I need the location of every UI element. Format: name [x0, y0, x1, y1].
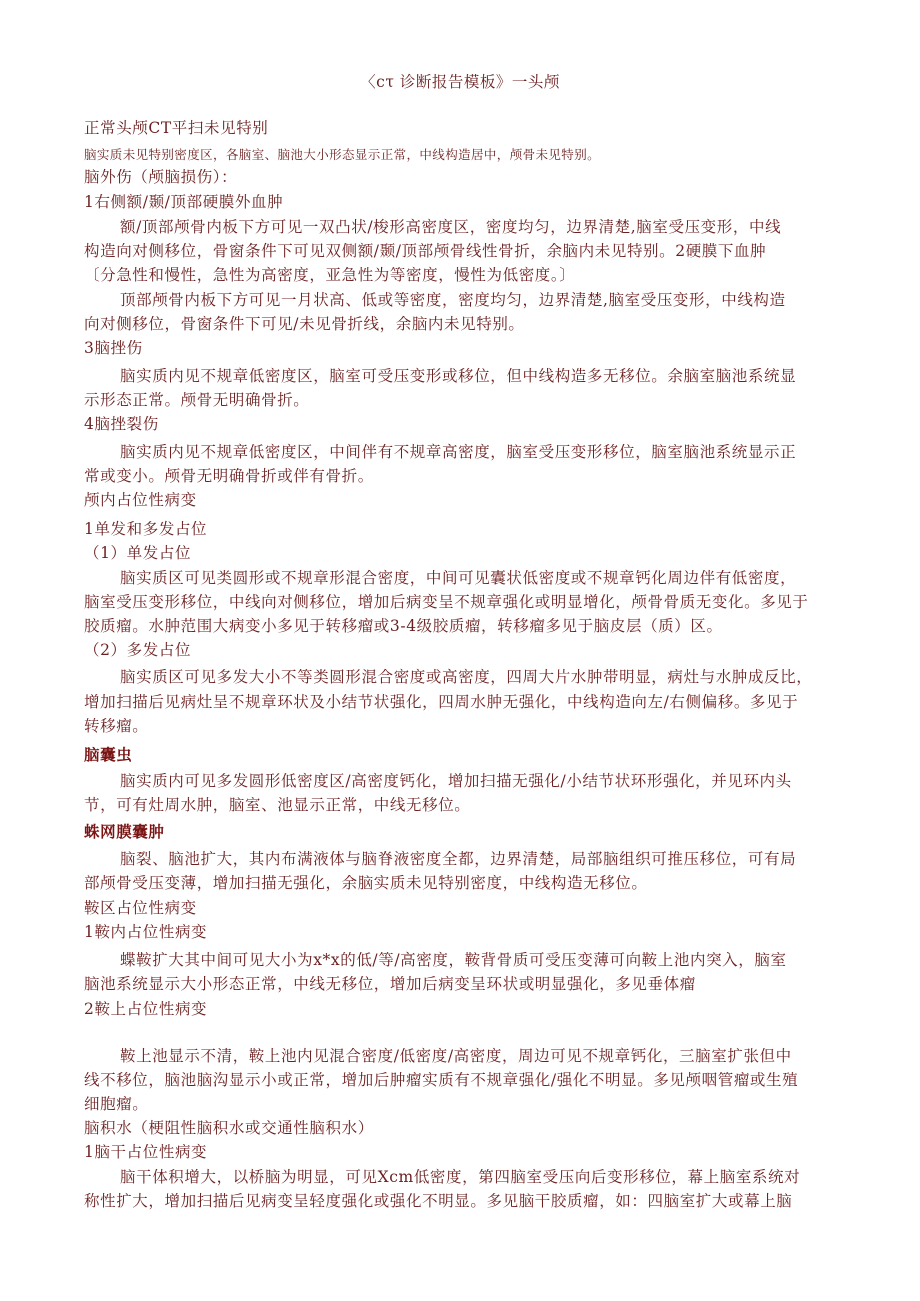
- subheading-suprasellar: 2鞍上占位性病变: [84, 1000, 208, 1018]
- paragraph-line: 额/顶部颅骨内板下方可见一双凸状/梭形高密度区，密度均匀，边界清楚,脑室受压变形，中线: [120, 218, 782, 236]
- paragraph-line: 脑池系统显示大小形态正常，中线无移位，增加后病变呈环状或明显强化，多见垂体瘤: [84, 975, 696, 993]
- heading-arachnoid-cyst: 蛛网膜囊肿: [84, 822, 165, 841]
- paragraph-line: 蝶鞍扩大其中间可见大小为x*x的低/等/高密度，鞍背骨质可受压变薄可向鞍上池内突入，脑室: [120, 951, 787, 969]
- paragraph-line: 脑实质区可见多发大小不等类圆形混合密度或高密度，四周大片水肿带明显，病灶与水肿成反比，: [120, 668, 813, 686]
- paragraph-line: 示形态正常。颅骨无明确骨折。: [84, 391, 310, 409]
- paragraph-line: 部颅骨受压变薄，增加扫描无强化，余脑实质未见特别密度，中线构造无移位。: [84, 874, 648, 892]
- heading-normal-ct: 正常头颅CT平扫未见特别: [84, 119, 269, 137]
- subheading-single: （1）单发占位: [84, 544, 192, 562]
- paragraph-line: 顶部颅骨内板下方可见一月状高、低或等密度，密度均匀，边界清楚,脑室受压变形，中线构造: [120, 291, 786, 309]
- paragraph-line: 脑干体积增大，以桥脑为明显，可见Xcm低密度，第四脑室受压向后变形移位，幕上脑室系统对: [120, 1168, 801, 1186]
- paragraph-line: 脑实质未见特别密度区，各脑室、脑池大小形态显示正常，中线构造居中，颅骨未见特别。: [84, 147, 601, 162]
- heading-cysticercosis: 脑囊虫: [84, 745, 133, 764]
- heading-intracranial-lesion: 颅内占位性病变: [84, 491, 197, 509]
- subheading-epidural-hematoma: 1右侧额/颞/顶部硬膜外血肿: [84, 193, 284, 211]
- paragraph-line: 胶质瘤。水肿范围大病变小多见于转移瘤或3-4级胶质瘤，转移瘤多见于脑皮层（质）区。: [84, 617, 723, 635]
- paragraph-line: 构造向对侧移位，骨窗条件下可见双侧额/颞/顶部颅骨线性骨折，余脑内未见特别。2硬膜下血肿: [84, 242, 767, 260]
- paragraph-line: 脑实质内可见多发圆形低密度区/高密度钙化，增加扫描无强化/小结节状环形强化，并见环内头: [120, 772, 792, 790]
- paragraph-line: 脑实质内见不规章低密度区，脑室可受压变形或移位，但中线构造多无移位。余脑室脑池系统显: [120, 367, 797, 385]
- paragraph-line: 脑实质区可见类圆形或不规章形混合密度，中间可见囊状低密度或不规章钙化周边伴有低密度，: [120, 569, 797, 587]
- subheading-brainstem: 1脑干占位性病变: [84, 1143, 208, 1161]
- subheading-contusion: 3脑挫伤: [84, 339, 143, 357]
- paragraph-line: 脑实质内见不规章低密度区，中间伴有不规章高密度，脑室受压变形移位，脑室脑池系统显示正: [120, 443, 797, 461]
- paragraph-line: 向对侧移位，骨窗条件下可见/未见骨折线，余脑内未见特别。: [84, 315, 525, 333]
- paragraph-line: 常或变小。颅骨无明确骨折或伴有骨折。: [84, 467, 374, 485]
- paragraph-line: 线不移位，脑池脑沟显示小或正常，增加后肿瘤实质有不规章强化/强化不明显。多见颅咽管瘤或生殖: [84, 1071, 799, 1089]
- paragraph-line: 脑裂、脑池扩大，其内布满液体与脑脊液密度全都，边界清楚，局部脑组织可推压移位，可有局: [120, 850, 797, 868]
- subheading-single-multiple: 1单发和多发占位: [84, 520, 208, 538]
- paragraph-line: 脑室受压变形移位，中线向对侧移位，增加后病变呈不规章强化或明显增化，颅骨骨质无变化。多见于: [84, 593, 809, 611]
- subheading-laceration: 4脑挫裂伤: [84, 415, 159, 433]
- paragraph-line: 节，可有灶周水肿，脑室、池显示正常，中线无移位。: [84, 796, 471, 814]
- subheading-multiple: （2）多发占位: [84, 641, 192, 659]
- heading-brain-trauma: 脑外伤（颅脑损伤）：: [84, 168, 238, 186]
- paragraph-line: 鞍上池显示不清，鞍上池内见混合密度/低密度/高密度，周边可见不规章钙化，三脑室扩张但中: [120, 1047, 792, 1065]
- paragraph-line: 细胞瘤。: [84, 1095, 149, 1113]
- paragraph-line: 转移瘤。: [84, 717, 149, 735]
- paragraph-line: 〔分急性和慢性，急性为高密度，亚急性为等密度，慢性为低密度。〕: [84, 266, 576, 284]
- paragraph-line: 增加扫描后见病灶呈不规章环状及小结节状强化，四周水肿无强化，中线构造向左/右侧偏移。多见于: [84, 693, 799, 711]
- paragraph-line: 称性扩大，增加扫描后见病变呈轻度强化或强化不明显。多见脑干胶质瘤，如：四脑室扩大或幕上脑: [84, 1192, 793, 1210]
- document-title: 〈cτ 诊断报告模板》一头颅: [360, 73, 560, 91]
- heading-hydrocephalus: 脑积水（梗阻性脑积水或交通性脑积水）: [84, 1119, 374, 1137]
- subheading-intrasellar: 1鞍内占位性病变: [84, 923, 208, 941]
- heading-sellar-lesion: 鞍区占位性病变: [84, 899, 197, 917]
